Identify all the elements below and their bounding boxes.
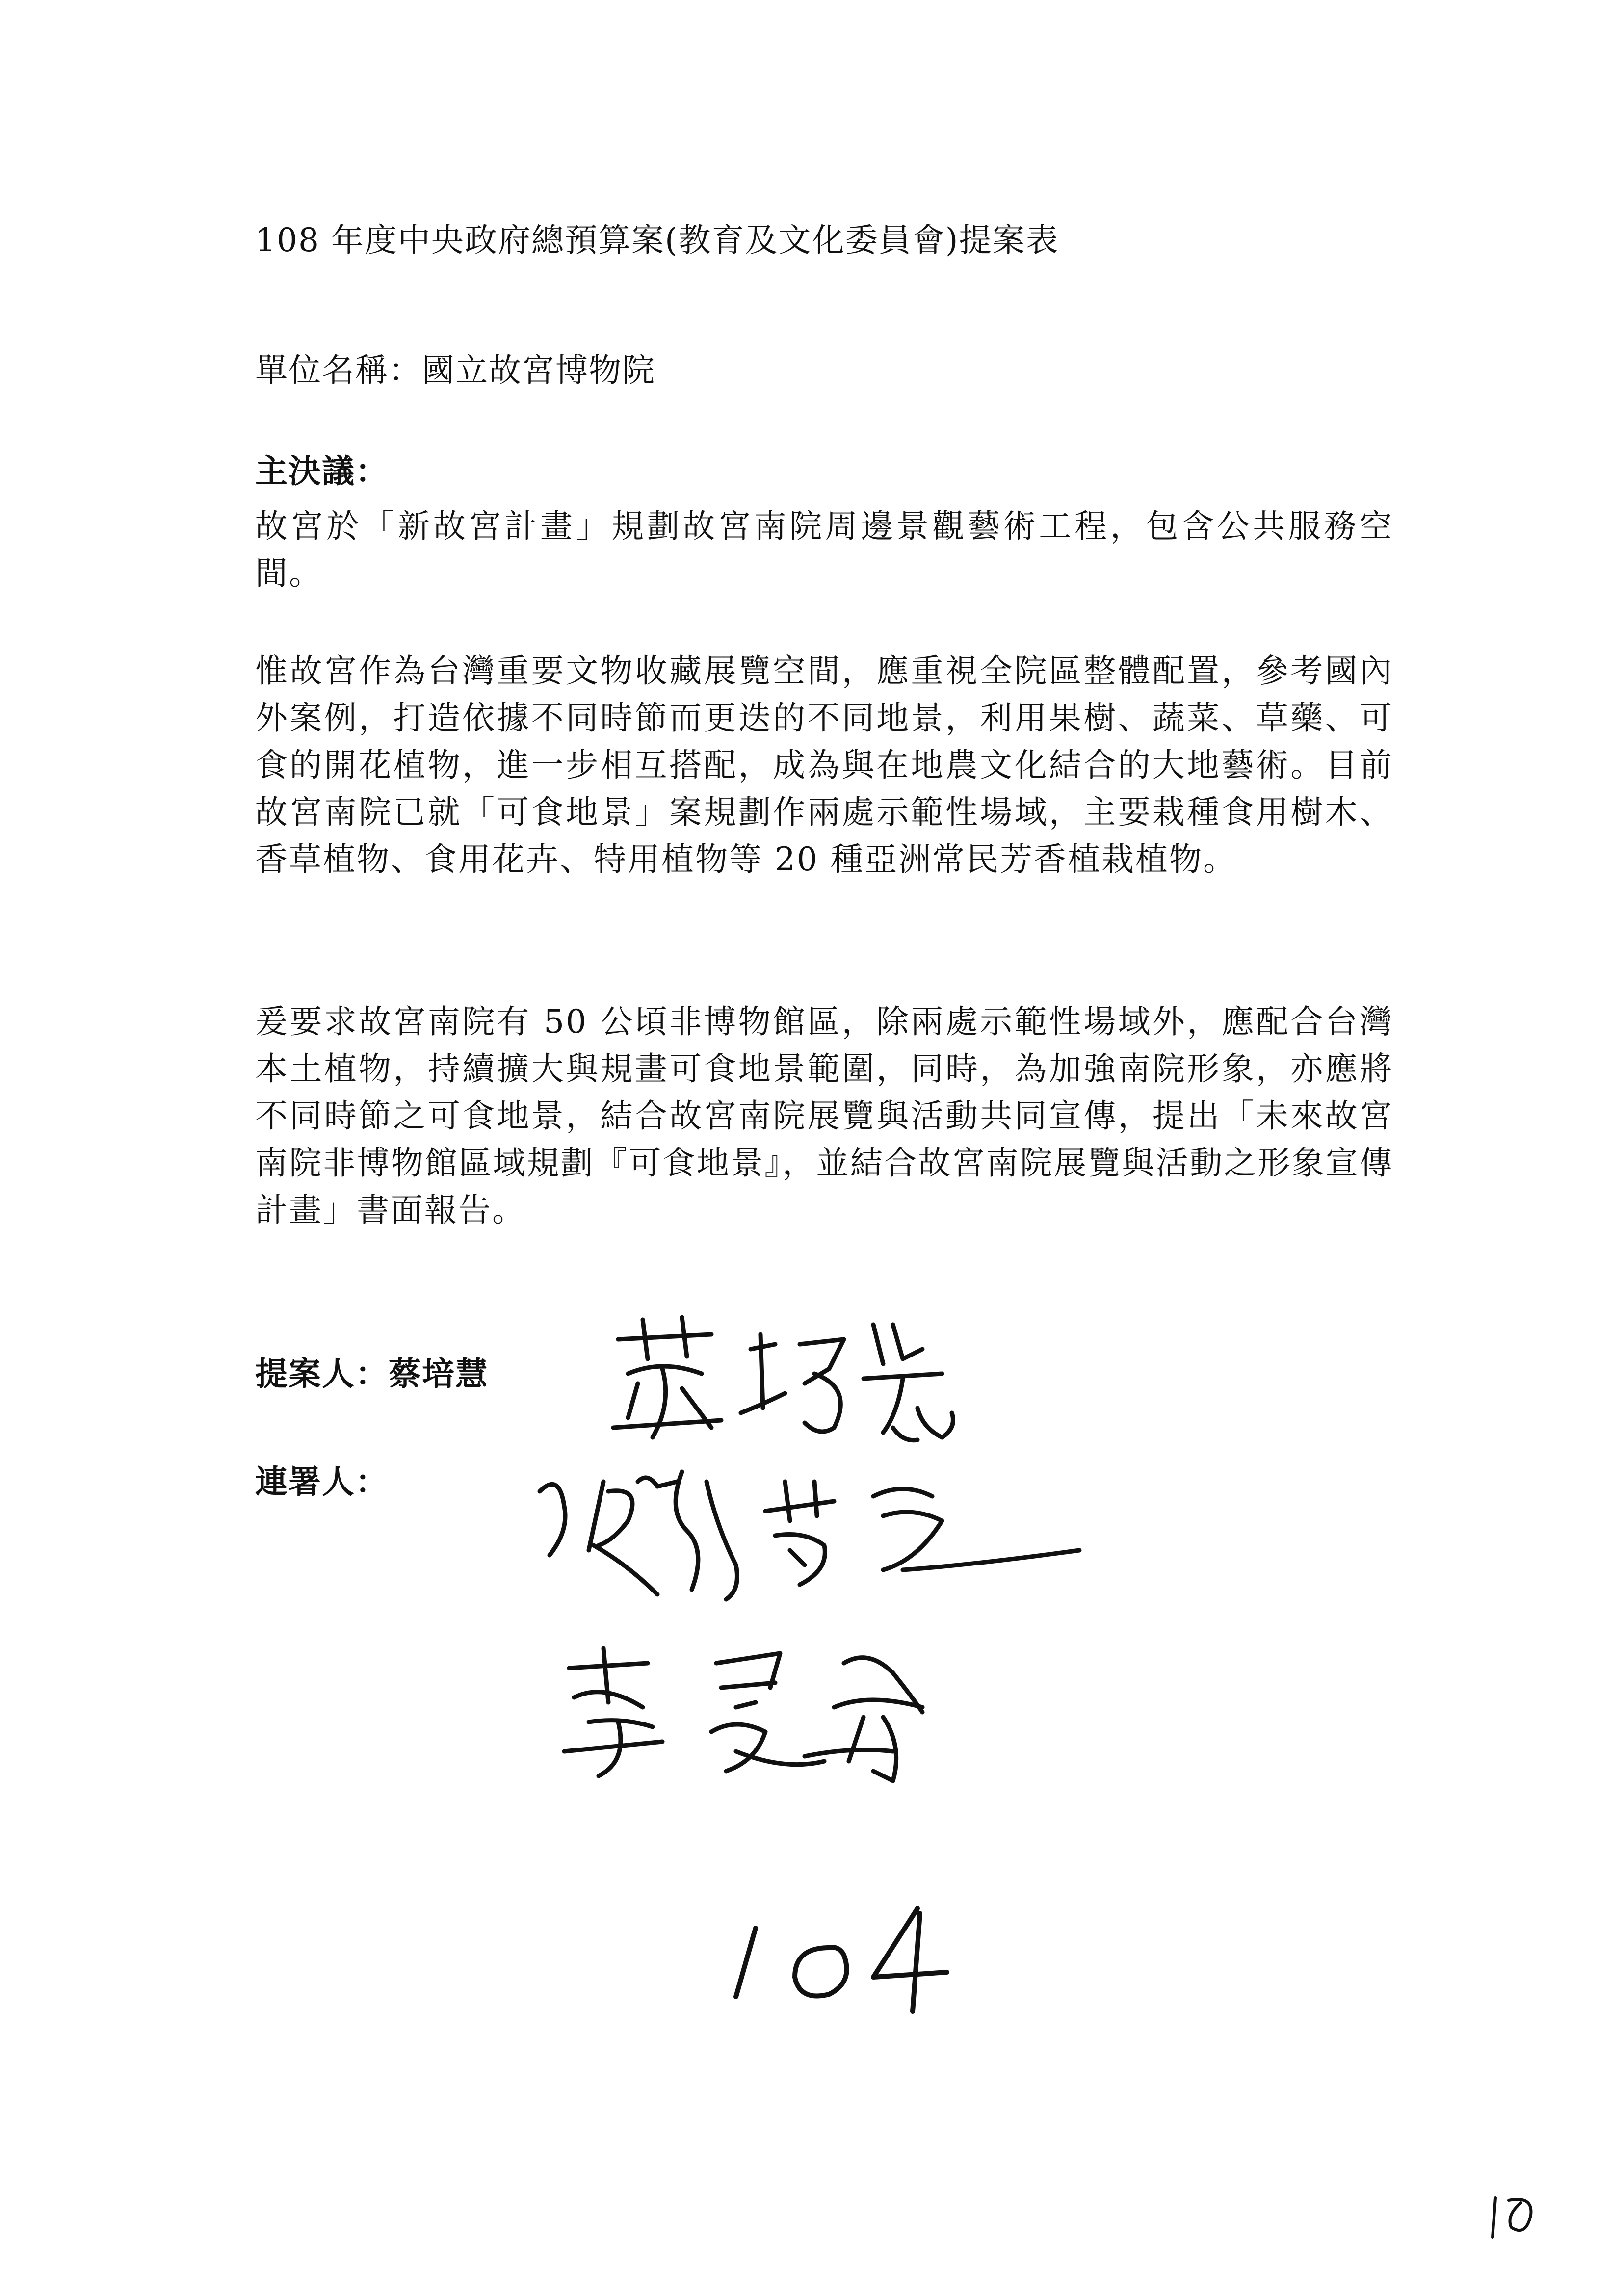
cosigner-label: 連署人： xyxy=(255,1462,389,1501)
main-resolution-label: 主決議： xyxy=(255,452,389,490)
handwritten-page-number xyxy=(726,1899,952,2016)
paragraph-2: 惟故宮作為台灣重要文物收藏展覽空間，應重視全院區整體配置，參考國內外案例，打造依據不同時節而更迭的不同地景，利用果樹、蔬菜、草藥、可食的開花植物，進一步相互搭配，成為與在地農文化結合的大地藝術。目前故宮南院已就「可食地景」案規劃作兩處示範性場域，主要栽種食用樹木、香草植物、食用花卉、特用植物等 20 種亞洲常民芳香植栽植物。 xyxy=(255,652,1393,878)
cosigner-signature-1 xyxy=(530,1452,1099,1614)
corner-mark xyxy=(1487,2188,1541,2242)
document-title: 108 年度中央政府總預算案(教育及文化委員會)提案表 xyxy=(255,221,1059,259)
cosigner-signature-2 xyxy=(550,1634,991,1796)
proposer-line: 提案人：蔡培慧 xyxy=(255,1355,489,1393)
proposer-signature xyxy=(599,1305,971,1452)
paragraph-3: 爰要求故宮南院有 50 公頃非博物館區，除兩處示範性場域外，應配合台灣本土植物，持續擴大與規畫可食地景範圍，同時，為加強南院形象，亦應將不同時節之可食地景，結合故宮南院展覽與活動共同宣傳，提出「未來故宮南院非博物館區域規劃『可食地景』，並結合故宮南院展覽與活動之形象宣傳計畫」書面報告。 xyxy=(255,1003,1393,1229)
paragraph-1: 故宮於「新故宮計畫」規劃故宮南院周邊景觀藝術工程，包含公共服務空間。 xyxy=(255,507,1393,592)
unit-name-line: 單位名稱：國立故宮博物院 xyxy=(255,351,655,389)
